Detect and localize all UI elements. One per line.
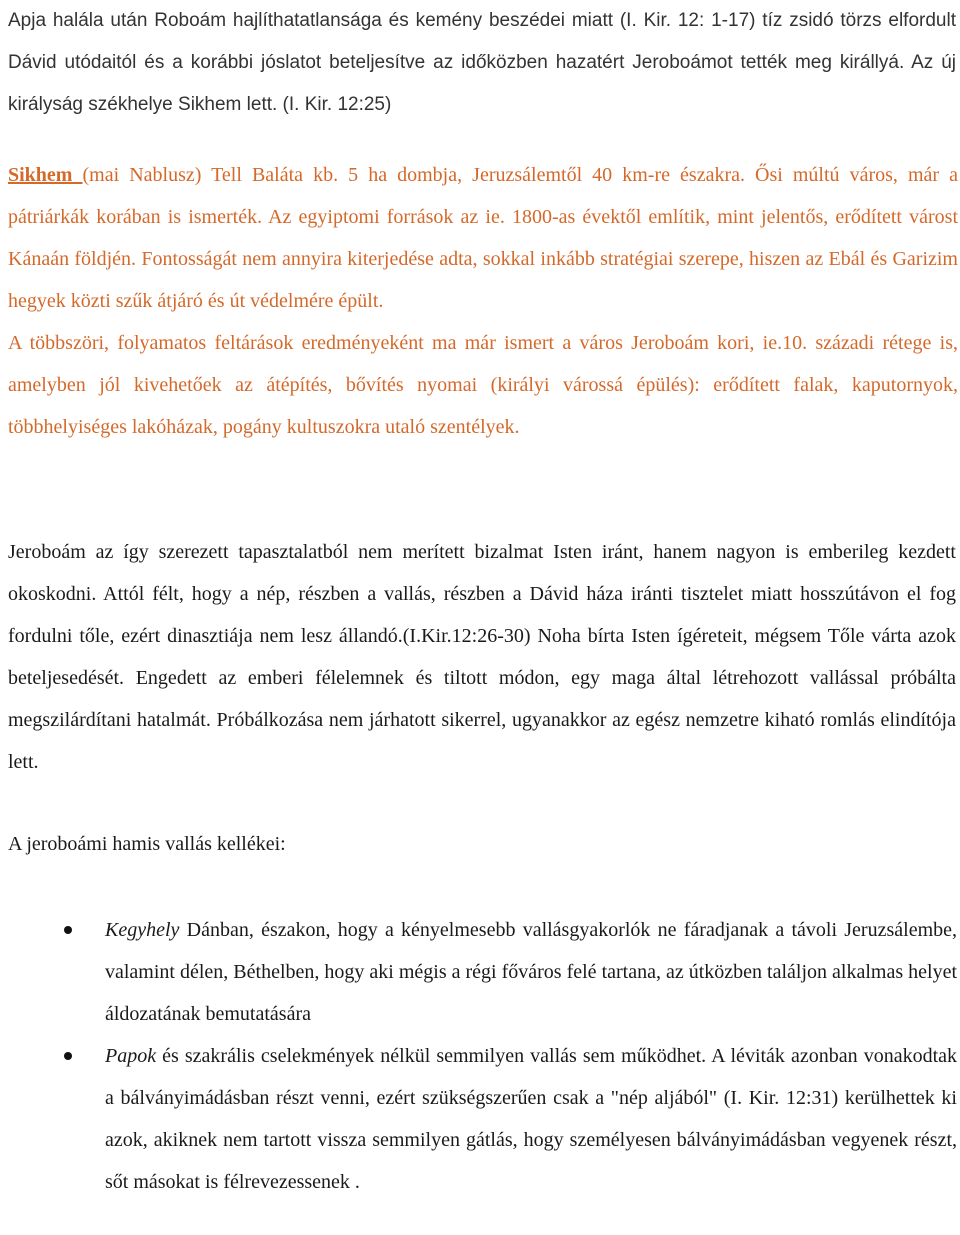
jeroboam-paragraph: Jeroboám az így szerezett tapasztalatból nem merített bizalmat Isten iránt, hanem nagyon is emberileg kezdett okoskodni. Attól félt, hogy a nép, részben a vallás, részben a Dávid háza iránti tisztelet miatt hosszútávon el fog fordulni tőle, ezért dinasztiája nem lesz állandó.(I.Kir.12:26-30) Noha bírta Isten ígéreteit, mégsem Tőle várta azok beteljesedését. Engedett az emberi félelemnek és tiltott módon, egy maga által létrehozott vallással próbálta megszilárdítani hatalmát. Próbálkozása nem járhatott sikerrel, ugyanakkor az egész nemzetre kiható romlás elindítója lett. bbox=[8, 541, 956, 773]
false-religion-list bbox=[0, 909, 960, 1203]
bullet-icon bbox=[64, 1052, 72, 1060]
sikhem-note bbox=[8, 154, 958, 448]
list-item-term: Kegyhely bbox=[105, 919, 180, 941]
sikhem-description: (mai Nablusz) Tell Baláta kb. 5 ha dombja, Jeruzsálemtől 40 km-re északra. Ősi múltú város, már a pátriárkák korában is ismerték. Az egyiptomi források az ie. 1800-as évektől említik, mint jelentős, erődített várost Kánaán földjén. Fontosságát nem annyira kiterjedése adta, sokkal inkább stratégiai szerepe, hiszen az Ebál és Garizim hegyek közti szűk átjáró és út védelmére épült. bbox=[8, 164, 958, 312]
intro-paragraph: Apja halála után Roboám hajlíthatatlansága és kemény beszédei miatt (I. Kir. 12: 1-17) tíz zsidó törzs elfordult Dávid utódaitól és a korábbi jóslatot beteljesítve az időközben hazatért Jeroboámot tették meg királlyá. Az új királyság székhelye Sikhem lett. (I. Kir. 12:25) bbox=[8, 10, 956, 115]
list-item-term: Papok bbox=[105, 1045, 157, 1067]
list-item-text: és szakrális cselekmények nélkül semmilyen vallás sem működhet. A léviták azonban vonakodtak a bálványimádásban részt venni, ezért szükségszerűen csak a "nép aljából" (I. Kir. 12:31) kerülhettek ki azok, akiknek nem tartott vissza semmilyen gátlás, hogy személyesen bálványimádásban vegyenek részt, sőt másokat is félrevezessenek . bbox=[105, 1045, 957, 1193]
sikhem-excavation-text: A többszöri, folyamatos feltárások eredményeként ma már ismert a város Jeroboám kori, ie.10. századi rétege is, amelyben jól kivehetőek az átépítés, bővítés nyomai (királyi várossá épülés): erődített falak, kaputornyok, többhelyiséges lakóházak, pogány kultuszokra utaló szentélyek. bbox=[8, 332, 958, 438]
list-item bbox=[0, 909, 960, 1035]
bullet-icon bbox=[64, 926, 72, 934]
list-item bbox=[0, 1035, 960, 1203]
sikhem-link[interactable]: Sikhem bbox=[8, 164, 83, 186]
list-item-text: Dánban, északon, hogy a kényelmesebb vallásgyakorlók ne fáradjanak a távoli Jeruzsálembe, valamint délen, Béthelben, hogy aki mégis a régi főváros felé tartana, az útközben találjon alkalmas helyet áldozatának bemutatására bbox=[105, 919, 957, 1025]
list-heading: A jeroboámi hamis vallás kellékei: bbox=[8, 833, 286, 855]
